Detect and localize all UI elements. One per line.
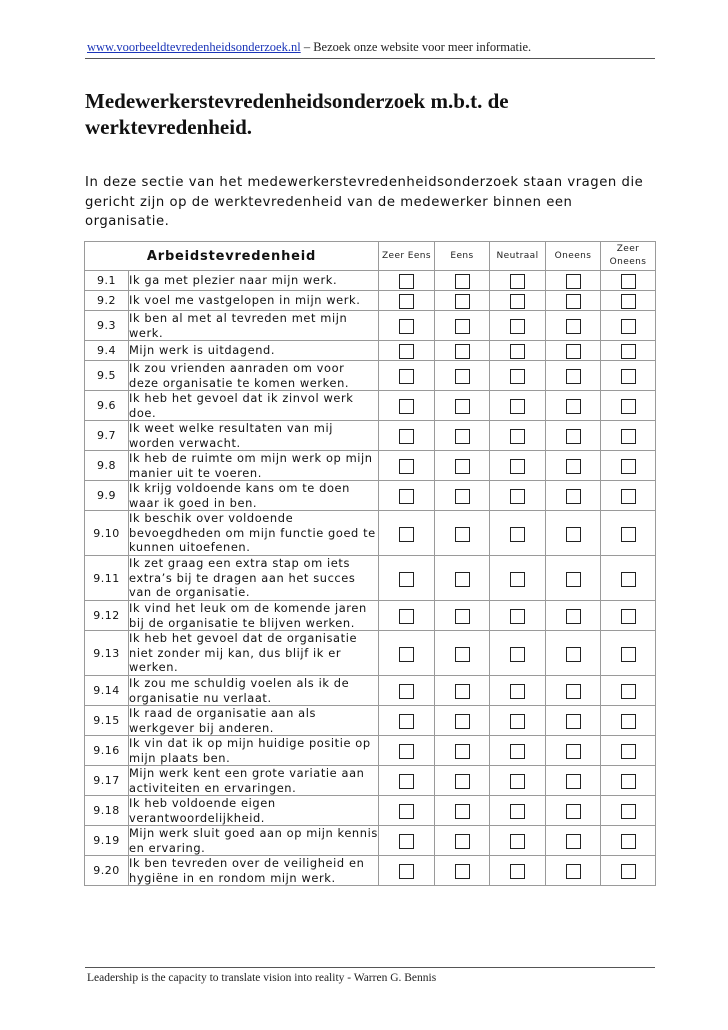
answer-cell xyxy=(546,601,601,631)
answer-cell xyxy=(379,676,435,706)
answer-cell xyxy=(601,291,656,311)
answer-checkbox[interactable] xyxy=(455,647,470,662)
answer-checkbox[interactable] xyxy=(399,714,414,729)
answer-cell xyxy=(490,341,546,361)
answer-cell xyxy=(490,421,546,451)
answer-checkbox[interactable] xyxy=(510,459,525,474)
answer-checkbox[interactable] xyxy=(510,527,525,542)
question-row xyxy=(85,341,656,361)
option-header: Neutraal xyxy=(490,242,546,271)
answer-checkbox[interactable] xyxy=(455,804,470,819)
answer-checkbox[interactable] xyxy=(399,684,414,699)
answer-checkbox[interactable] xyxy=(510,834,525,849)
question-number: 9.19 xyxy=(85,826,129,856)
answer-checkbox[interactable] xyxy=(566,319,581,334)
answer-checkbox[interactable] xyxy=(510,274,525,289)
option-header: Zeer Eens xyxy=(379,242,435,271)
answer-cell xyxy=(546,311,601,341)
option-header: Oneens xyxy=(546,242,601,271)
question-row xyxy=(85,556,656,601)
question-number: 9.13 xyxy=(85,631,129,676)
answer-cell xyxy=(435,826,490,856)
question-text: Ik ga met plezier naar mijn werk. xyxy=(129,271,379,291)
question-text: Mijn werk kent een grote variatie aan activiteiten en ervaringen. xyxy=(129,766,379,796)
answer-checkbox[interactable] xyxy=(510,294,525,309)
answer-cell xyxy=(490,601,546,631)
question-text: Ik zou vrienden aanraden om voor deze organisatie te komen werken. xyxy=(129,361,379,391)
answer-checkbox[interactable] xyxy=(566,459,581,474)
answer-cell xyxy=(490,361,546,391)
answer-cell xyxy=(379,706,435,736)
answer-checkbox[interactable] xyxy=(621,774,636,789)
question-number: 9.3 xyxy=(85,311,129,341)
question-number: 9.7 xyxy=(85,421,129,451)
answer-checkbox[interactable] xyxy=(399,319,414,334)
answer-checkbox[interactable] xyxy=(621,294,636,309)
question-number: 9.2 xyxy=(85,291,129,311)
answer-cell xyxy=(435,481,490,511)
answer-cell xyxy=(601,856,656,886)
answer-checkbox[interactable] xyxy=(621,527,636,542)
answer-cell xyxy=(379,341,435,361)
answer-checkbox[interactable] xyxy=(510,744,525,759)
answer-checkbox[interactable] xyxy=(399,774,414,789)
answer-cell xyxy=(601,631,656,676)
answer-checkbox[interactable] xyxy=(455,319,470,334)
answer-cell xyxy=(546,631,601,676)
question-text: Ik ben tevreden over de veiligheid en hygiëne in en rondom mijn werk. xyxy=(129,856,379,886)
question-number: 9.15 xyxy=(85,706,129,736)
answer-cell xyxy=(435,421,490,451)
answer-checkbox[interactable] xyxy=(399,344,414,359)
answer-checkbox[interactable] xyxy=(621,647,636,662)
answer-cell xyxy=(379,421,435,451)
answer-cell xyxy=(379,601,435,631)
question-row xyxy=(85,826,656,856)
answer-checkbox[interactable] xyxy=(566,294,581,309)
answer-checkbox[interactable] xyxy=(455,864,470,879)
answer-cell xyxy=(601,601,656,631)
answer-cell xyxy=(601,361,656,391)
page-title: Medewerkerstevredenheidsonderzoek m.b.t. de werktevredenheid. xyxy=(85,89,509,139)
answer-cell xyxy=(546,451,601,481)
footer-divider xyxy=(85,967,655,968)
page-footer: Leadership is the capacity to translate vision into reality - Warren G. Bennis xyxy=(87,972,437,984)
question-text: Ik weet welke resultaten van mij worden verwacht. xyxy=(129,421,379,451)
answer-cell xyxy=(435,311,490,341)
answer-cell xyxy=(435,361,490,391)
answer-checkbox[interactable] xyxy=(566,399,581,414)
answer-checkbox[interactable] xyxy=(455,609,470,624)
answer-cell xyxy=(546,481,601,511)
question-text: Mijn werk sluit goed aan op mijn kennis en ervaring. xyxy=(129,826,378,855)
answer-checkbox[interactable] xyxy=(399,399,414,414)
question-number: 9.12 xyxy=(85,601,129,631)
answer-checkbox[interactable] xyxy=(566,714,581,729)
answer-cell xyxy=(435,676,490,706)
answer-checkbox[interactable] xyxy=(621,369,636,384)
answer-checkbox[interactable] xyxy=(621,319,636,334)
answer-cell xyxy=(546,341,601,361)
page-header xyxy=(87,40,687,55)
answer-cell xyxy=(601,421,656,451)
option-header: Zeer Oneens xyxy=(601,242,656,271)
answer-cell xyxy=(601,676,656,706)
answer-checkbox[interactable] xyxy=(566,609,581,624)
answer-checkbox[interactable] xyxy=(455,399,470,414)
question-text: Ik zet graag een extra stap om iets extra’s bij te dragen aan het succes van de organisatie. xyxy=(129,556,379,601)
answer-checkbox[interactable] xyxy=(510,714,525,729)
answer-checkbox[interactable] xyxy=(399,294,414,309)
question-row xyxy=(85,766,656,796)
answer-checkbox[interactable] xyxy=(566,774,581,789)
question-number: 9.1 xyxy=(85,271,129,291)
question-text: Ik heb het gevoel dat de organisatie niet zonder mij kan, dus blijf ik er werken. xyxy=(129,631,379,676)
answer-cell xyxy=(601,451,656,481)
answer-checkbox[interactable] xyxy=(510,804,525,819)
answer-checkbox[interactable] xyxy=(621,834,636,849)
question-number: 9.8 xyxy=(85,451,129,481)
answer-checkbox[interactable] xyxy=(399,864,414,879)
answer-checkbox[interactable] xyxy=(399,647,414,662)
question-number: 9.10 xyxy=(85,511,129,556)
answer-cell xyxy=(379,766,435,796)
answer-checkbox[interactable] xyxy=(566,429,581,444)
answer-checkbox[interactable] xyxy=(621,572,636,587)
answer-cell xyxy=(546,556,601,601)
answer-cell xyxy=(601,796,656,826)
question-row xyxy=(85,676,656,706)
answer-cell xyxy=(601,766,656,796)
header-text: – Bezoek onze website voor meer informatie. xyxy=(300,40,532,54)
question-text: Ik heb voldoende eigen verantwoordelijkheid. xyxy=(129,796,379,826)
answer-checkbox[interactable] xyxy=(510,399,525,414)
answer-checkbox[interactable] xyxy=(566,274,581,289)
answer-cell xyxy=(435,631,490,676)
answer-cell xyxy=(379,556,435,601)
answer-cell xyxy=(435,766,490,796)
answer-cell xyxy=(490,311,546,341)
answer-checkbox[interactable] xyxy=(510,489,525,504)
answer-checkbox[interactable] xyxy=(621,489,636,504)
answer-cell xyxy=(601,341,656,361)
question-row xyxy=(85,391,656,421)
question-row xyxy=(85,481,656,511)
question-row xyxy=(85,796,656,826)
answer-cell xyxy=(546,291,601,311)
question-row xyxy=(85,451,656,481)
answer-cell xyxy=(490,451,546,481)
answer-cell xyxy=(490,291,546,311)
answer-checkbox[interactable] xyxy=(455,489,470,504)
question-row xyxy=(85,856,656,886)
answer-cell xyxy=(379,856,435,886)
answer-cell xyxy=(490,556,546,601)
answer-cell xyxy=(435,601,490,631)
answer-checkbox[interactable] xyxy=(510,774,525,789)
question-text: Ik vind het leuk om de komende jaren bij de organisatie te blijven werken. xyxy=(129,601,379,631)
answer-cell xyxy=(379,291,435,311)
answer-cell xyxy=(435,291,490,311)
question-text: Mijn werk is uitdagend. xyxy=(129,341,379,361)
question-text: Ik heb het gevoel dat ik zinvol werk doe. xyxy=(129,391,379,421)
answer-cell xyxy=(435,736,490,766)
answer-checkbox[interactable] xyxy=(621,744,636,759)
answer-checkbox[interactable] xyxy=(399,429,414,444)
answer-checkbox[interactable] xyxy=(621,864,636,879)
table-header-row xyxy=(85,242,656,271)
answer-checkbox[interactable] xyxy=(455,834,470,849)
answer-checkbox[interactable] xyxy=(566,647,581,662)
answer-checkbox[interactable] xyxy=(621,429,636,444)
answer-cell xyxy=(490,856,546,886)
answer-cell xyxy=(546,736,601,766)
answer-checkbox[interactable] xyxy=(455,572,470,587)
question-text: Ik raad de organisatie aan als werkgever bij anderen. xyxy=(129,706,379,736)
answer-cell xyxy=(601,271,656,291)
answer-cell xyxy=(546,796,601,826)
question-number: 9.4 xyxy=(85,341,129,361)
answer-checkbox[interactable] xyxy=(455,774,470,789)
answer-cell xyxy=(546,361,601,391)
question-text: Ik zou me schuldig voelen als ik de organisatie nu verlaat. xyxy=(129,676,379,706)
answer-checkbox[interactable] xyxy=(399,527,414,542)
answer-cell xyxy=(546,676,601,706)
answer-cell xyxy=(546,391,601,421)
question-text: Ik voel me vastgelopen in mijn werk. xyxy=(129,291,379,311)
answer-checkbox[interactable] xyxy=(621,714,636,729)
answer-cell xyxy=(379,391,435,421)
answer-checkbox[interactable] xyxy=(510,319,525,334)
question-number: 9.18 xyxy=(85,796,129,826)
answer-checkbox[interactable] xyxy=(510,684,525,699)
answer-checkbox[interactable] xyxy=(566,864,581,879)
answer-checkbox[interactable] xyxy=(455,527,470,542)
answer-cell xyxy=(546,766,601,796)
question-row xyxy=(85,706,656,736)
question-row xyxy=(85,291,656,311)
answer-checkbox[interactable] xyxy=(455,744,470,759)
question-number: 9.6 xyxy=(85,391,129,421)
question-text: Ik vin dat ik op mijn huidige positie op mijn plaats ben. xyxy=(129,736,379,766)
answer-checkbox[interactable] xyxy=(621,804,636,819)
answer-checkbox[interactable] xyxy=(455,274,470,289)
answer-cell xyxy=(490,706,546,736)
question-text: Ik heb de ruimte om mijn werk op mijn manier uit te voeren. xyxy=(129,451,379,481)
answer-cell xyxy=(601,511,656,556)
answer-checkbox[interactable] xyxy=(399,609,414,624)
answer-checkbox[interactable] xyxy=(621,459,636,474)
website-link[interactable]: www.voorbeeldtevredenheidsonderzoek.nl xyxy=(87,40,301,54)
question-row xyxy=(85,271,656,291)
question-number: 9.11 xyxy=(85,556,129,601)
answer-checkbox[interactable] xyxy=(566,684,581,699)
answer-checkbox[interactable] xyxy=(566,834,581,849)
answer-cell xyxy=(490,736,546,766)
answer-checkbox[interactable] xyxy=(399,572,414,587)
answer-checkbox[interactable] xyxy=(399,369,414,384)
answer-checkbox[interactable] xyxy=(566,344,581,359)
answer-cell xyxy=(490,796,546,826)
answer-checkbox[interactable] xyxy=(566,489,581,504)
question-text: Ik beschik over voldoende bevoegdheden om mijn functie goed te kunnen uitoefenen. xyxy=(129,511,379,556)
answer-cell xyxy=(490,271,546,291)
answer-cell xyxy=(546,421,601,451)
answer-checkbox[interactable] xyxy=(455,714,470,729)
answer-checkbox[interactable] xyxy=(566,744,581,759)
answer-checkbox[interactable] xyxy=(399,744,414,759)
answer-checkbox[interactable] xyxy=(510,369,525,384)
answer-cell xyxy=(435,796,490,826)
question-row xyxy=(85,361,656,391)
answer-cell xyxy=(546,856,601,886)
answer-cell xyxy=(601,481,656,511)
answer-cell xyxy=(601,706,656,736)
answer-checkbox[interactable] xyxy=(566,527,581,542)
answer-cell xyxy=(435,556,490,601)
answer-cell xyxy=(435,341,490,361)
answer-cell xyxy=(435,856,490,886)
answer-cell xyxy=(379,451,435,481)
intro-paragraph: In deze sectie van het medewerkerstevredenheidsonderzoek staan vragen die gericht zijn op de werktevredenheid van de medewerker binnen een organisatie. xyxy=(85,175,644,229)
answer-cell xyxy=(435,706,490,736)
answer-cell xyxy=(379,511,435,556)
answer-cell xyxy=(379,311,435,341)
answer-cell xyxy=(546,706,601,736)
answer-checkbox[interactable] xyxy=(566,369,581,384)
answer-cell xyxy=(546,511,601,556)
question-text: Ik ben al met al tevreden met mijn werk. xyxy=(129,311,379,341)
header-divider xyxy=(85,58,655,59)
answer-checkbox[interactable] xyxy=(621,609,636,624)
question-number: 9.17 xyxy=(85,766,129,796)
answer-cell xyxy=(379,736,435,766)
question-number: 9.9 xyxy=(85,481,129,511)
answer-cell xyxy=(546,271,601,291)
answer-cell xyxy=(379,796,435,826)
answer-checkbox[interactable] xyxy=(399,459,414,474)
answer-checkbox[interactable] xyxy=(399,804,414,819)
answer-cell xyxy=(435,391,490,421)
answer-checkbox[interactable] xyxy=(566,572,581,587)
answer-cell xyxy=(435,511,490,556)
answer-checkbox[interactable] xyxy=(510,609,525,624)
answer-checkbox[interactable] xyxy=(510,572,525,587)
question-row xyxy=(85,631,656,676)
answer-cell xyxy=(435,271,490,291)
survey-table xyxy=(84,241,656,886)
answer-cell xyxy=(601,311,656,341)
question-row xyxy=(85,511,656,556)
answer-checkbox[interactable] xyxy=(566,804,581,819)
answer-checkbox[interactable] xyxy=(455,294,470,309)
answer-cell xyxy=(379,481,435,511)
answer-cell xyxy=(490,766,546,796)
answer-cell xyxy=(601,826,656,856)
answer-checkbox[interactable] xyxy=(399,834,414,849)
option-header: Eens xyxy=(435,242,490,271)
answer-checkbox[interactable] xyxy=(510,647,525,662)
question-row xyxy=(85,311,656,341)
answer-cell xyxy=(379,631,435,676)
question-row xyxy=(85,601,656,631)
answer-cell xyxy=(490,391,546,421)
answer-cell xyxy=(435,451,490,481)
answer-checkbox[interactable] xyxy=(455,459,470,474)
answer-cell xyxy=(490,481,546,511)
question-row xyxy=(85,421,656,451)
question-list xyxy=(85,271,656,886)
answer-checkbox[interactable] xyxy=(455,369,470,384)
answer-checkbox[interactable] xyxy=(621,399,636,414)
question-number: 9.14 xyxy=(85,676,129,706)
answer-checkbox[interactable] xyxy=(510,429,525,444)
answer-checkbox[interactable] xyxy=(621,684,636,699)
answer-cell xyxy=(379,826,435,856)
answer-checkbox[interactable] xyxy=(621,344,636,359)
question-number: 9.20 xyxy=(85,856,129,886)
answer-cell xyxy=(601,391,656,421)
answer-cell xyxy=(546,826,601,856)
question-text: Ik krijg voldoende kans om te doen waar ik goed in ben. xyxy=(129,481,379,511)
answer-checkbox[interactable] xyxy=(399,489,414,504)
answer-cell xyxy=(490,676,546,706)
question-number: 9.16 xyxy=(85,736,129,766)
answer-cell xyxy=(379,361,435,391)
answer-cell xyxy=(490,826,546,856)
answer-checkbox[interactable] xyxy=(455,344,470,359)
answer-checkbox[interactable] xyxy=(621,274,636,289)
answer-checkbox[interactable] xyxy=(399,274,414,289)
answer-checkbox[interactable] xyxy=(510,864,525,879)
answer-checkbox[interactable] xyxy=(455,684,470,699)
answer-cell xyxy=(490,631,546,676)
question-row xyxy=(85,736,656,766)
answer-cell xyxy=(490,511,546,556)
question-number: 9.5 xyxy=(85,361,129,391)
answer-checkbox[interactable] xyxy=(455,429,470,444)
answer-cell xyxy=(601,556,656,601)
answer-cell xyxy=(379,271,435,291)
answer-cell xyxy=(601,736,656,766)
section-title: Arbeidstevredenheid xyxy=(85,242,379,271)
answer-checkbox[interactable] xyxy=(510,344,525,359)
